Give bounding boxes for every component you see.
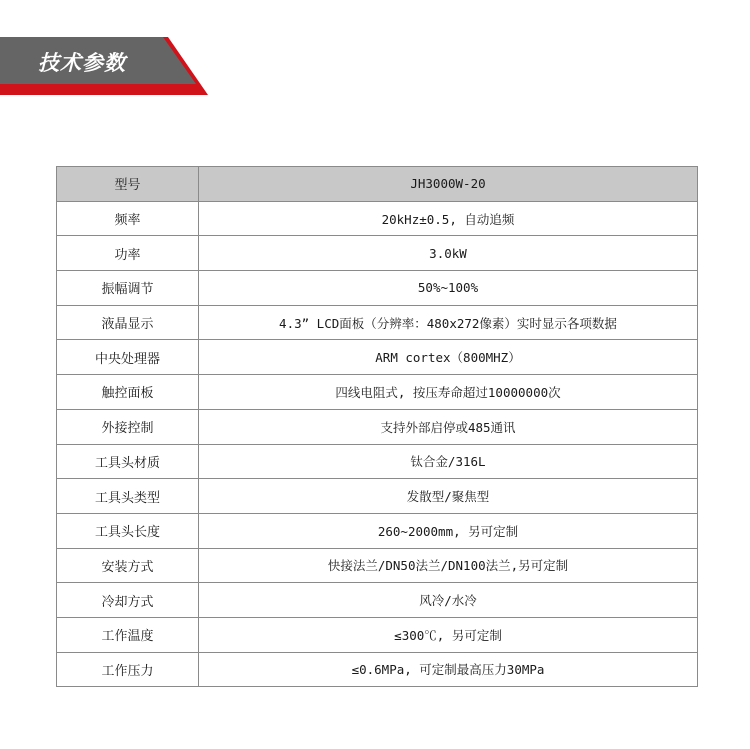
spec-value: ≤300℃, 另可定制 xyxy=(199,617,698,652)
table-row xyxy=(57,340,698,375)
table-row xyxy=(57,444,698,479)
table-row xyxy=(57,409,698,444)
table-row xyxy=(57,548,698,583)
spec-label: 工具头长度 xyxy=(57,513,199,548)
spec-table-body xyxy=(57,167,698,687)
table-row xyxy=(57,583,698,618)
spec-value: 4.3” LCD面板（分辨率：480x272像素）实时显示各项数据 xyxy=(199,305,698,340)
spec-label: 中央处理器 xyxy=(57,340,199,375)
table-row xyxy=(57,375,698,410)
spec-label: 工具头类型 xyxy=(57,479,199,514)
table-row xyxy=(57,479,698,514)
spec-value: 四线电阻式, 按压寿命超过10000000次 xyxy=(199,375,698,410)
section-banner xyxy=(0,37,210,97)
table-row xyxy=(57,271,698,306)
spec-label: 冷却方式 xyxy=(57,583,199,618)
spec-value: 风冷/水冷 xyxy=(199,583,698,618)
spec-table xyxy=(56,166,698,687)
spec-value: 快接法兰/DN50法兰/DN100法兰,另可定制 xyxy=(199,548,698,583)
spec-value: 260~2000mm, 另可定制 xyxy=(199,513,698,548)
table-row xyxy=(57,201,698,236)
spec-label: 频率 xyxy=(57,201,199,236)
spec-value: 发散型/聚焦型 xyxy=(199,479,698,514)
spec-label: 振幅调节 xyxy=(57,271,199,306)
spec-value: 3.0kW xyxy=(199,236,698,271)
spec-label: 外接控制 xyxy=(57,409,199,444)
spec-value: 50%~100% xyxy=(199,271,698,306)
table-row xyxy=(57,652,698,687)
table-row xyxy=(57,305,698,340)
spec-value: ARM cortex（800MHZ） xyxy=(199,340,698,375)
spec-label: 工具头材质 xyxy=(57,444,199,479)
spec-label: 安装方式 xyxy=(57,548,199,583)
table-row xyxy=(57,513,698,548)
table-row xyxy=(57,167,698,202)
spec-label: 液晶显示 xyxy=(57,305,199,340)
spec-label: 功率 xyxy=(57,236,199,271)
spec-label: 型号 xyxy=(57,167,199,202)
spec-label: 工作温度 xyxy=(57,617,199,652)
spec-value: 钛合金/316L xyxy=(199,444,698,479)
spec-value: ≤0.6MPa, 可定制最高压力30MPa xyxy=(199,652,698,687)
spec-label: 触控面板 xyxy=(57,375,199,410)
spec-value: JH3000W-20 xyxy=(199,167,698,202)
spec-value: 支持外部启停或485通讯 xyxy=(199,409,698,444)
spec-label: 工作压力 xyxy=(57,652,199,687)
section-title: 技术参数 xyxy=(38,51,126,75)
table-row xyxy=(57,617,698,652)
table-row xyxy=(57,236,698,271)
spec-value: 20kHz±0.5, 自动追频 xyxy=(199,201,698,236)
